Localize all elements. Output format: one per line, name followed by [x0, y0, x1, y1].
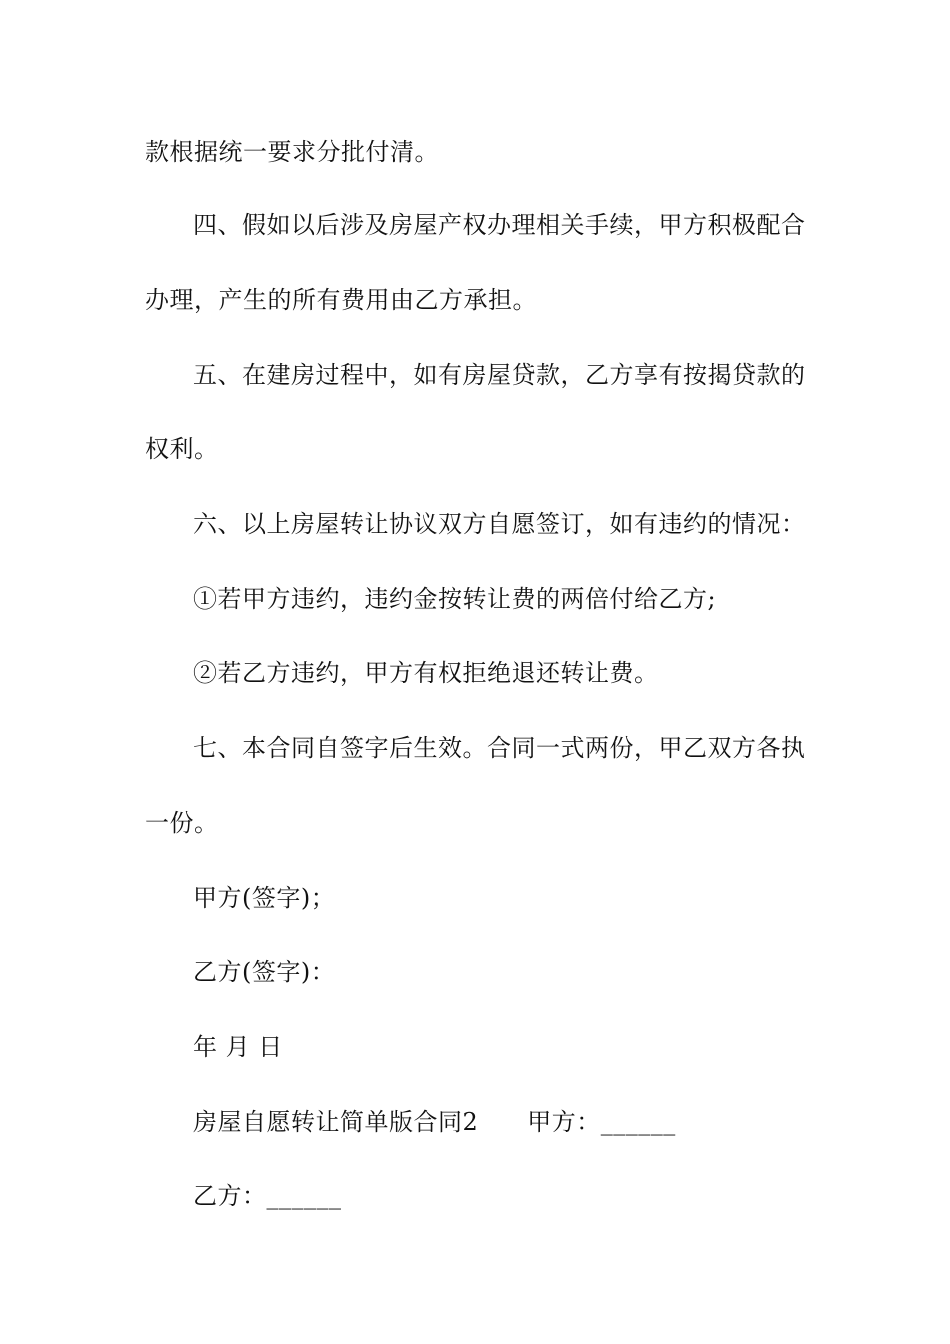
paragraph-line-6: 六、以上房屋转让协议双方自愿签订，如有违约的情况： [193, 510, 806, 538]
contract-2-party-b: 乙方：______ [193, 1182, 342, 1210]
signature-party-b: 乙方(签字)： [193, 958, 336, 986]
contract-2-heading: 房屋自愿转让简单版合同2 甲方：______ [193, 1108, 676, 1136]
paragraph-line-3: 办理，产生的所有费用由乙方承担。 [145, 286, 537, 314]
paragraph-line-8: ②若乙方违约，甲方有权拒绝退还转让费。 [193, 659, 659, 687]
signature-party-a: 甲方(签字)； [193, 884, 336, 912]
paragraph-line-4: 五、在建房过程中，如有房屋贷款，乙方享有按揭贷款的 [193, 361, 806, 389]
paragraph-line-7: ①若甲方违约，违约金按转让费的两倍付给乙方; [193, 585, 717, 613]
paragraph-line-9: 七、本合同自签字后生效。合同一式两份，甲乙双方各执 [193, 734, 806, 762]
paragraph-line-2: 四、假如以后涉及房屋产权办理相关手续，甲方积极配合 [193, 211, 806, 239]
signature-date: 年 月 日 [193, 1033, 283, 1061]
paragraph-line-10: 一份。 [145, 809, 219, 837]
paragraph-line-1: 款根据统一要求分批付清。 [145, 138, 439, 166]
paragraph-line-5: 权利。 [145, 435, 219, 463]
